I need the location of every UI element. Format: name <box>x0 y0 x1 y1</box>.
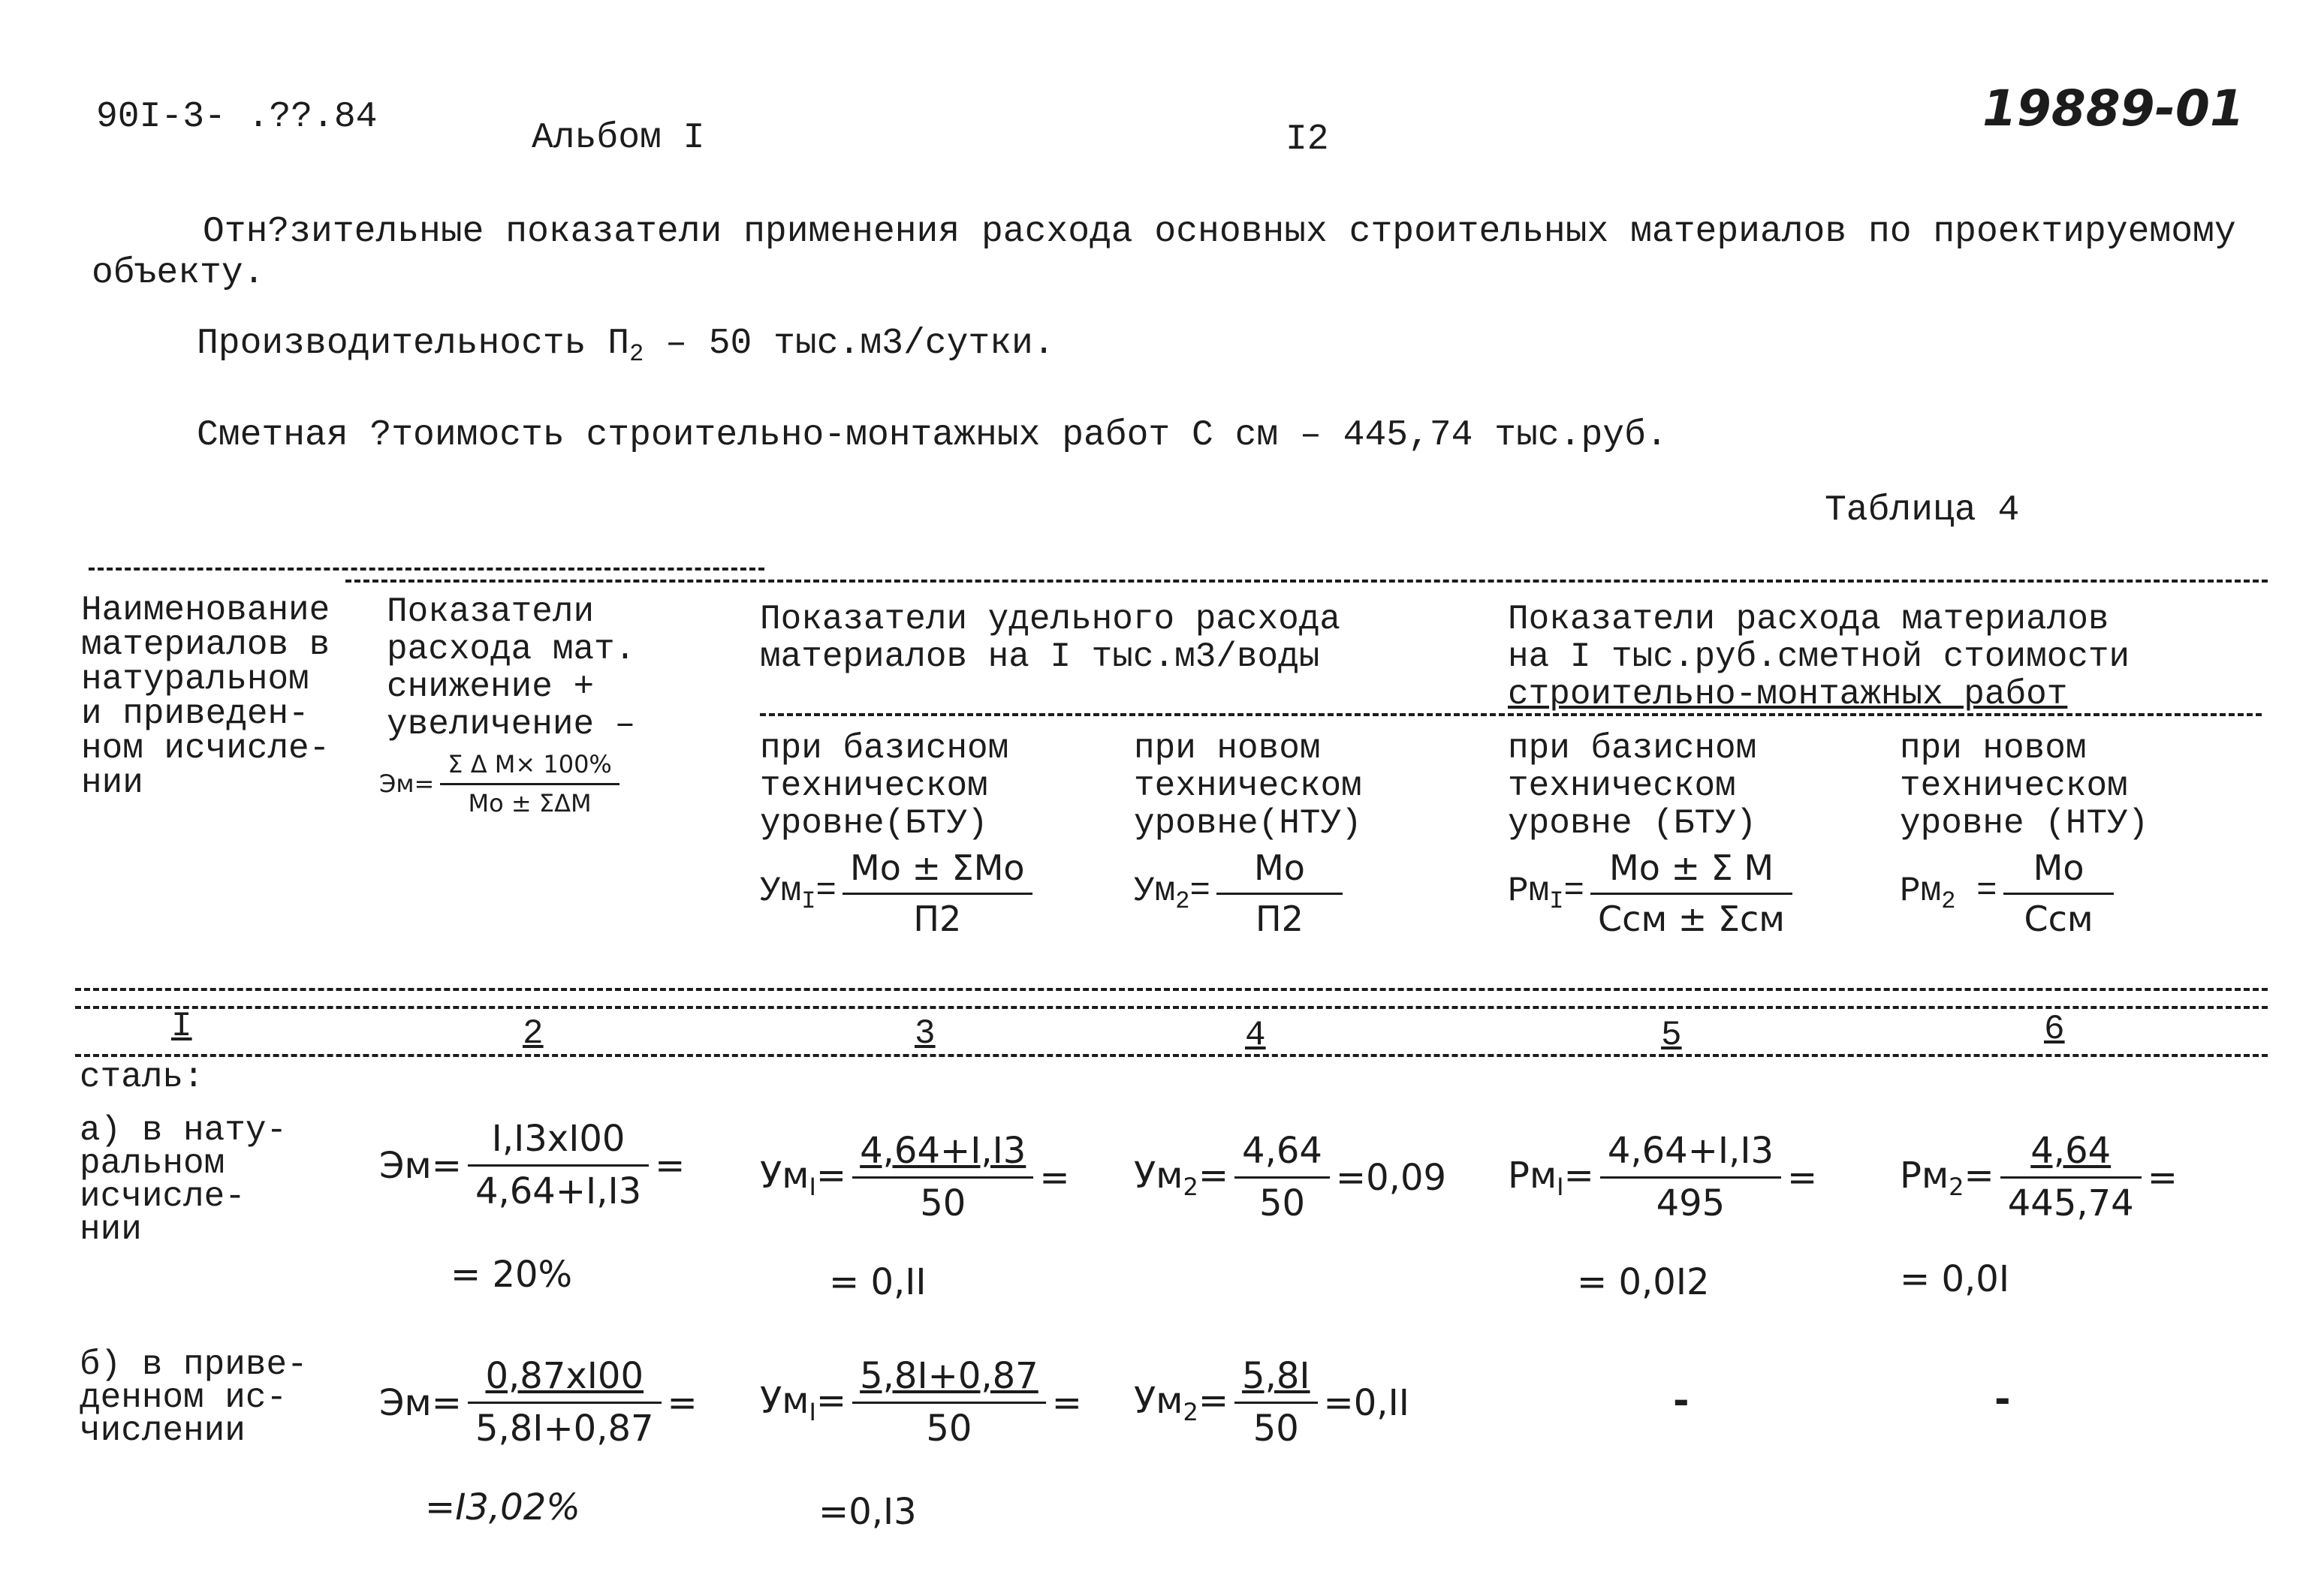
col5-header <box>1508 730 1756 842</box>
col2-header-line: расхода мат. <box>387 630 636 669</box>
row-b-col2-result: =I3,02% <box>425 1486 580 1528</box>
col2-formula-numerator: Σ Δ M× 100% <box>448 750 612 778</box>
col4-header <box>1134 730 1362 842</box>
table-label: Таблица 4 <box>1825 490 2020 531</box>
row-a-col6-formula: $Рм_2=$ $\frac{4,64}{445,74}$ = <box>1900 1130 2178 1225</box>
numerator: 4,64+I,I3 <box>1607 1130 1774 1172</box>
col4-formula-denominator: П2 <box>1255 898 1304 939</box>
col-number-3: 3 <box>910 1016 940 1051</box>
col-numbers-bottom-rule <box>75 1054 2268 1057</box>
col5-header-line: техническом <box>1508 766 1736 806</box>
numerator: 4,64 <box>2030 1130 2112 1172</box>
col2-header-line: снижение + <box>387 667 595 706</box>
col6-formula: $Рм_2$ = $\frac{Mo}{\text{Cсм}}$ <box>1900 848 2114 939</box>
col-number-2: 2 <box>518 1016 548 1051</box>
row-a-col5-result: = 0,0I2 <box>1577 1261 1710 1303</box>
table-top-rule-left <box>89 568 764 571</box>
fraction-bar <box>2003 893 2115 895</box>
row-b-col6-value: - <box>1994 1377 2011 1422</box>
col4-header-line: техническом <box>1134 766 1362 806</box>
col4-formula-label: Ум <box>1134 872 1176 911</box>
col2-formula-denominator: Mo ± ΣΔM <box>468 788 592 818</box>
fraction-bar <box>852 1176 1033 1179</box>
group-b-header-line: на I тыс.руб.сметной стоимости <box>1508 637 2130 676</box>
col6-header <box>1900 730 2148 842</box>
denominator: 445,74 <box>2007 1182 2134 1225</box>
col3-formula: $Ум_I=$ $\frac{\text{Mo ± ΣMo}}{П2}$ <box>760 848 1032 939</box>
numerator: I,I3xI00 <box>491 1118 625 1160</box>
fraction-bar <box>1216 893 1343 895</box>
col3-formula-subscript: I <box>801 887 816 916</box>
denominator: 50 <box>1259 1182 1306 1225</box>
numerator: 5,8I+0,87 <box>860 1355 1038 1397</box>
col2-header-line: Показатели <box>387 592 595 631</box>
col1-header-line: ном исчисле- <box>81 729 330 768</box>
album-label: Альбом I <box>532 118 705 158</box>
col4-formula-subscript: 2 <box>1175 887 1190 916</box>
col6-formula-subscript: 2 <box>1941 887 1956 916</box>
col6-header-line: техническом <box>1900 766 2128 806</box>
row-label-line: исчисле- <box>80 1177 246 1216</box>
header-bottom-rule <box>75 988 2268 991</box>
col2-header-line: увеличение – <box>387 705 636 744</box>
fraction-bar <box>1590 893 1792 895</box>
row-b-col3-result: =0,I3 <box>818 1491 917 1533</box>
fraction-bar <box>468 1164 649 1167</box>
group-a-header-line: Показатели удельного расхода <box>760 600 1340 639</box>
col4-formula-numerator: Mo <box>1254 848 1305 888</box>
section-label: сталь: <box>80 1058 204 1097</box>
col3-header-line: техническом <box>760 766 988 806</box>
capacity-subscript: 2 <box>629 340 644 368</box>
fraction-bar <box>468 1402 662 1404</box>
col1-header <box>81 591 330 803</box>
denominator: 50 <box>1252 1408 1299 1450</box>
capacity-value: – 50 тыс.м3/сутки. <box>644 324 1055 364</box>
col4-formula: $Ум_2=$ $\frac{Mo}{П2}$ <box>1134 848 1343 939</box>
col6-formula-label: Рм <box>1900 872 1942 911</box>
col2-formula <box>379 751 619 818</box>
col3-formula-numerator: Mo ± ΣMo <box>850 848 1025 888</box>
capacity-line <box>197 326 1055 366</box>
capacity-text: Производительность П <box>197 324 630 364</box>
group-b-header-line: Показатели расхода материалов <box>1508 600 2109 639</box>
col2-formula-label: Эм= <box>379 769 435 799</box>
document-code: 90I-3- .??.84 <box>96 97 378 137</box>
numerator: 4,64 <box>1242 1130 1322 1172</box>
row-label-line: ральном <box>80 1144 225 1183</box>
row-a-col2-formula: Эм= $\frac{I,I3xI00}{4,64+I,I3}$ = <box>379 1118 686 1213</box>
row-a-col4-formula: $Ум_2=$ $\frac{4,64}{50}$ =0,09 <box>1134 1130 1447 1225</box>
page-number: I2 <box>1286 119 1329 160</box>
col3-header-line: при базисном <box>760 729 1009 768</box>
denominator: 50 <box>920 1182 966 1225</box>
cost-line: Сметная ?тоимость строительно-монтажных работ С см – 445,74 тыс.руб. <box>197 415 1668 456</box>
col5-formula-label: Рм <box>1508 872 1550 911</box>
intro-line-1: Отн?зительные показатели применения расхода основных строительных материалов по проектируемому <box>203 212 2236 252</box>
numerator: 0,87xI00 <box>485 1355 644 1397</box>
row-b-label <box>80 1345 308 1450</box>
row-b-col4-formula: $Ум_2=$ $\frac{5,8I}{50}$ =0,II <box>1134 1355 1409 1450</box>
col5-formula: $Рм_I=$ $\frac{\text{Mo ± Σ M}}{\text{Cсм ± Σсм}}$ <box>1508 848 1792 939</box>
fraction-bar <box>843 893 1032 895</box>
col1-header-line: и приведен- <box>81 694 309 733</box>
result: =0,II <box>1323 1381 1409 1424</box>
fraction-bar <box>852 1402 1046 1404</box>
row-label-line: б) в приве- <box>80 1345 308 1384</box>
row-a-label <box>80 1111 288 1249</box>
row-b-col3-formula: $Ум_I=$ $\frac{5,8I+0,87}{50}$ = <box>760 1355 1082 1450</box>
group-a-header-line: материалов на I тыс.м3/воды <box>760 637 1320 676</box>
intro-line-2: объекту. <box>92 253 265 294</box>
fraction-bar <box>1234 1176 1330 1179</box>
row-b-col5-value: - <box>1673 1378 1690 1423</box>
col-number-5: 5 <box>1656 1018 1687 1052</box>
row-label-line: а) в нату- <box>80 1111 288 1150</box>
row-label-line: числении <box>80 1411 246 1450</box>
col3-formula-denominator: П2 <box>913 898 962 939</box>
fraction-bar <box>440 783 619 785</box>
denominator: 4,64+I,I3 <box>475 1170 642 1213</box>
col-number-6: 6 <box>2039 1012 2069 1046</box>
col5-header-line: уровне (БТУ) <box>1508 804 1757 843</box>
fraction-bar <box>1234 1402 1318 1404</box>
group-b-header-line: строительно-монтажных работ <box>1508 675 2068 714</box>
col6-header-line: при новом <box>1900 729 2087 768</box>
row-b-col2-formula: Эм= $\frac{0,87xI00}{5,8I+0,87}$ = <box>379 1355 698 1450</box>
table-top-rule <box>345 580 2268 583</box>
numerator: 4,64+I,I3 <box>860 1130 1026 1172</box>
col3-header-line: уровне(БТУ) <box>760 804 988 843</box>
fraction-bar <box>1600 1176 1781 1179</box>
group-a-header <box>760 601 1340 676</box>
col6-header-line: уровне (НТУ) <box>1900 804 2149 843</box>
col2-header <box>387 593 635 743</box>
col4-header-line: уровне(НТУ) <box>1134 804 1362 843</box>
row-label-line: денном ис- <box>80 1378 288 1417</box>
group-b-header <box>1508 601 2130 713</box>
row-a-col6-result: = 0,0I <box>1900 1258 2009 1300</box>
col1-header-line: нии <box>81 763 143 803</box>
col6-formula-numerator: Mo <box>2033 848 2084 888</box>
col1-header-line: натуральном <box>81 660 309 699</box>
row-a-col2-result: = 20% <box>451 1254 573 1296</box>
fraction-bar <box>2000 1176 2142 1179</box>
denominator: 5,8I+0,87 <box>475 1408 654 1450</box>
col-numbers-top-rule <box>75 1006 2268 1009</box>
denominator: 50 <box>926 1408 972 1450</box>
col4-header-line: при новом <box>1134 729 1321 768</box>
numerator: 5,8I <box>1242 1355 1310 1397</box>
result: =0,09 <box>1335 1156 1447 1199</box>
col-number-1: I <box>167 1009 197 1043</box>
col3-header <box>760 730 1008 842</box>
col5-formula-numerator: Mo ± Σ M <box>1609 848 1774 888</box>
row-label-line: нии <box>80 1210 142 1249</box>
col5-formula-subscript: I <box>1549 887 1564 916</box>
col5-header-line: при базисном <box>1508 729 1757 768</box>
col1-header-line: Наименование <box>81 591 330 630</box>
col-number-4: 4 <box>1240 1018 1271 1052</box>
inventory-number: 19889-01 <box>1982 80 2244 137</box>
row-a-col3-formula: $Ум_I=$ $\frac{4,64+I,I3}{50}$ = <box>760 1130 1070 1225</box>
row-a-col5-formula: $Рм_I=$ $\frac{4,64+I,I3}{495}$ = <box>1508 1130 1818 1225</box>
denominator: 495 <box>1656 1182 1726 1225</box>
col3-formula-label: Ум <box>760 872 802 911</box>
col5-formula-denominator: Cсм ± Σсм <box>1598 898 1785 939</box>
col6-formula-denominator: Cсм <box>2024 898 2093 939</box>
col1-header-line: материалов в <box>81 625 330 664</box>
row-a-col3-result: = 0,II <box>829 1261 927 1303</box>
